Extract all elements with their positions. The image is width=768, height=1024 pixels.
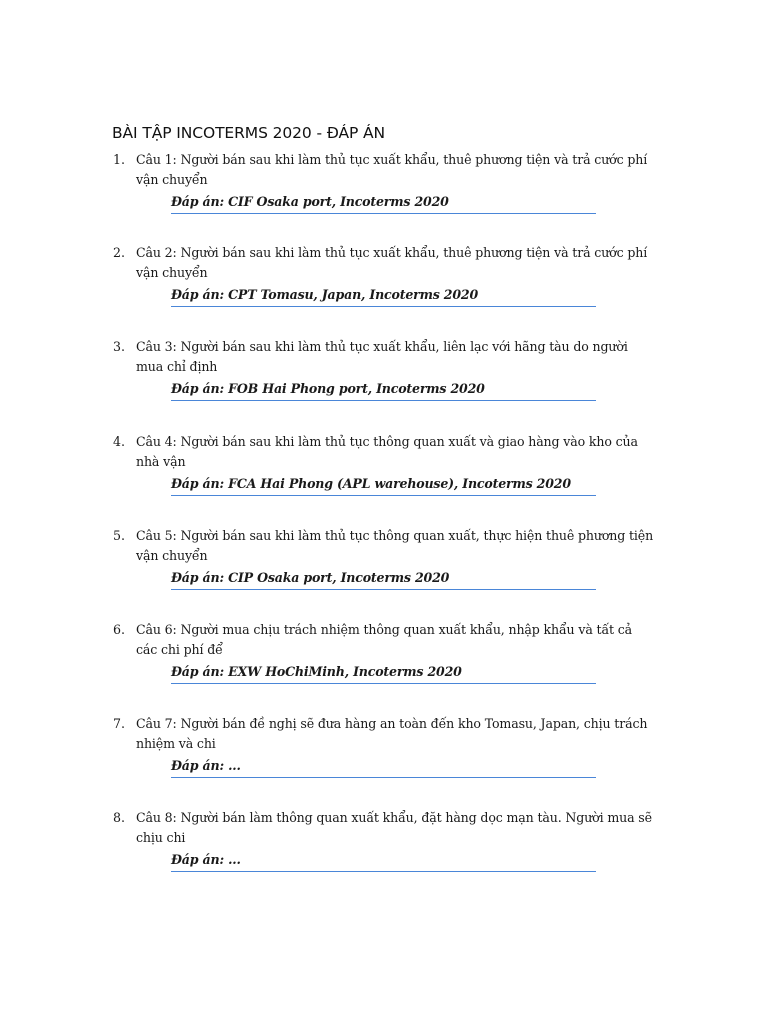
answer-text: Đáp án: FOB Hai Phong port, Incoterms 2020 bbox=[171, 381, 485, 396]
question-text: Câu 1: Người bán sau khi làm thủ tục xuất khẩu, thuê phương tiện và trả cước phí vận chuyển bbox=[136, 152, 648, 187]
question-item bbox=[0, 714, 768, 804]
answer-text: Đáp án: EXW HoChiMinh, Incoterms 2020 bbox=[171, 664, 462, 679]
question-text: Câu 5: Người bán sau khi làm thủ tục thông quan xuất, thực hiện thuê phương tiện vận chuyển bbox=[136, 528, 654, 563]
question-item bbox=[0, 620, 768, 710]
question-text: Câu 7: Người bán đề nghị sẽ đưa hàng an toàn đến kho Tomasu, Japan, chịu trách nhiệm và chi bbox=[136, 716, 648, 751]
question-number: 7. bbox=[113, 716, 126, 731]
question-number: 3. bbox=[113, 339, 126, 354]
answer-field[interactable] bbox=[171, 287, 596, 307]
answer-text: Đáp án: ... bbox=[171, 852, 241, 867]
answer-text: Đáp án: FCA Hai Phong (APL warehouse), Incoterms 2020 bbox=[171, 476, 571, 491]
answer-text: Đáp án: CIF Osaka port, Incoterms 2020 bbox=[171, 194, 449, 209]
question-text: Câu 3: Người bán sau khi làm thủ tục xuất khẩu, liên lạc với hãng tàu do người mua chỉ định bbox=[136, 339, 628, 374]
answer-field[interactable] bbox=[171, 381, 596, 401]
question-item bbox=[0, 337, 768, 427]
answer-field[interactable] bbox=[171, 476, 596, 496]
answer-text: Đáp án: CIP Osaka port, Incoterms 2020 bbox=[171, 570, 450, 585]
question-number: 2. bbox=[113, 245, 126, 260]
question-number: 8. bbox=[113, 810, 126, 825]
question-text: Câu 4: Người bán sau khi làm thủ tục thông quan xuất và giao hàng vào kho của nhà vận bbox=[136, 434, 638, 469]
answer-field[interactable] bbox=[171, 664, 596, 684]
question-item bbox=[0, 808, 768, 898]
answer-field[interactable] bbox=[171, 570, 596, 590]
question-item bbox=[0, 432, 768, 522]
answer-field[interactable] bbox=[171, 194, 596, 214]
question-number: 6. bbox=[113, 622, 126, 637]
question-item bbox=[0, 243, 768, 333]
answer-field[interactable] bbox=[171, 852, 596, 872]
answer-text: Đáp án: ... bbox=[171, 758, 241, 773]
question-number: 4. bbox=[113, 434, 126, 449]
question-text: Câu 8: Người bán làm thông quan xuất khẩu, đặt hàng dọc mạn tàu. Người mua sẽ chịu chi bbox=[136, 810, 652, 845]
question-number: 1. bbox=[113, 152, 126, 167]
question-text: Câu 6: Người mua chịu trách nhiệm thông quan xuất khẩu, nhập khẩu và tất cả các chi phí để bbox=[136, 622, 633, 657]
document-title: BÀI TẬP INCOTERMS 2020 - ĐÁP ÁN bbox=[112, 124, 386, 142]
question-number: 5. bbox=[113, 528, 126, 543]
answer-field[interactable] bbox=[171, 758, 596, 778]
question-text: Câu 2: Người bán sau khi làm thủ tục xuất khẩu, thuê phương tiện và trả cước phí vận chuyển bbox=[136, 245, 648, 280]
question-item bbox=[0, 150, 768, 240]
answer-text: Đáp án: CPT Tomasu, Japan, Incoterms 2020 bbox=[171, 287, 479, 302]
question-item bbox=[0, 526, 768, 616]
